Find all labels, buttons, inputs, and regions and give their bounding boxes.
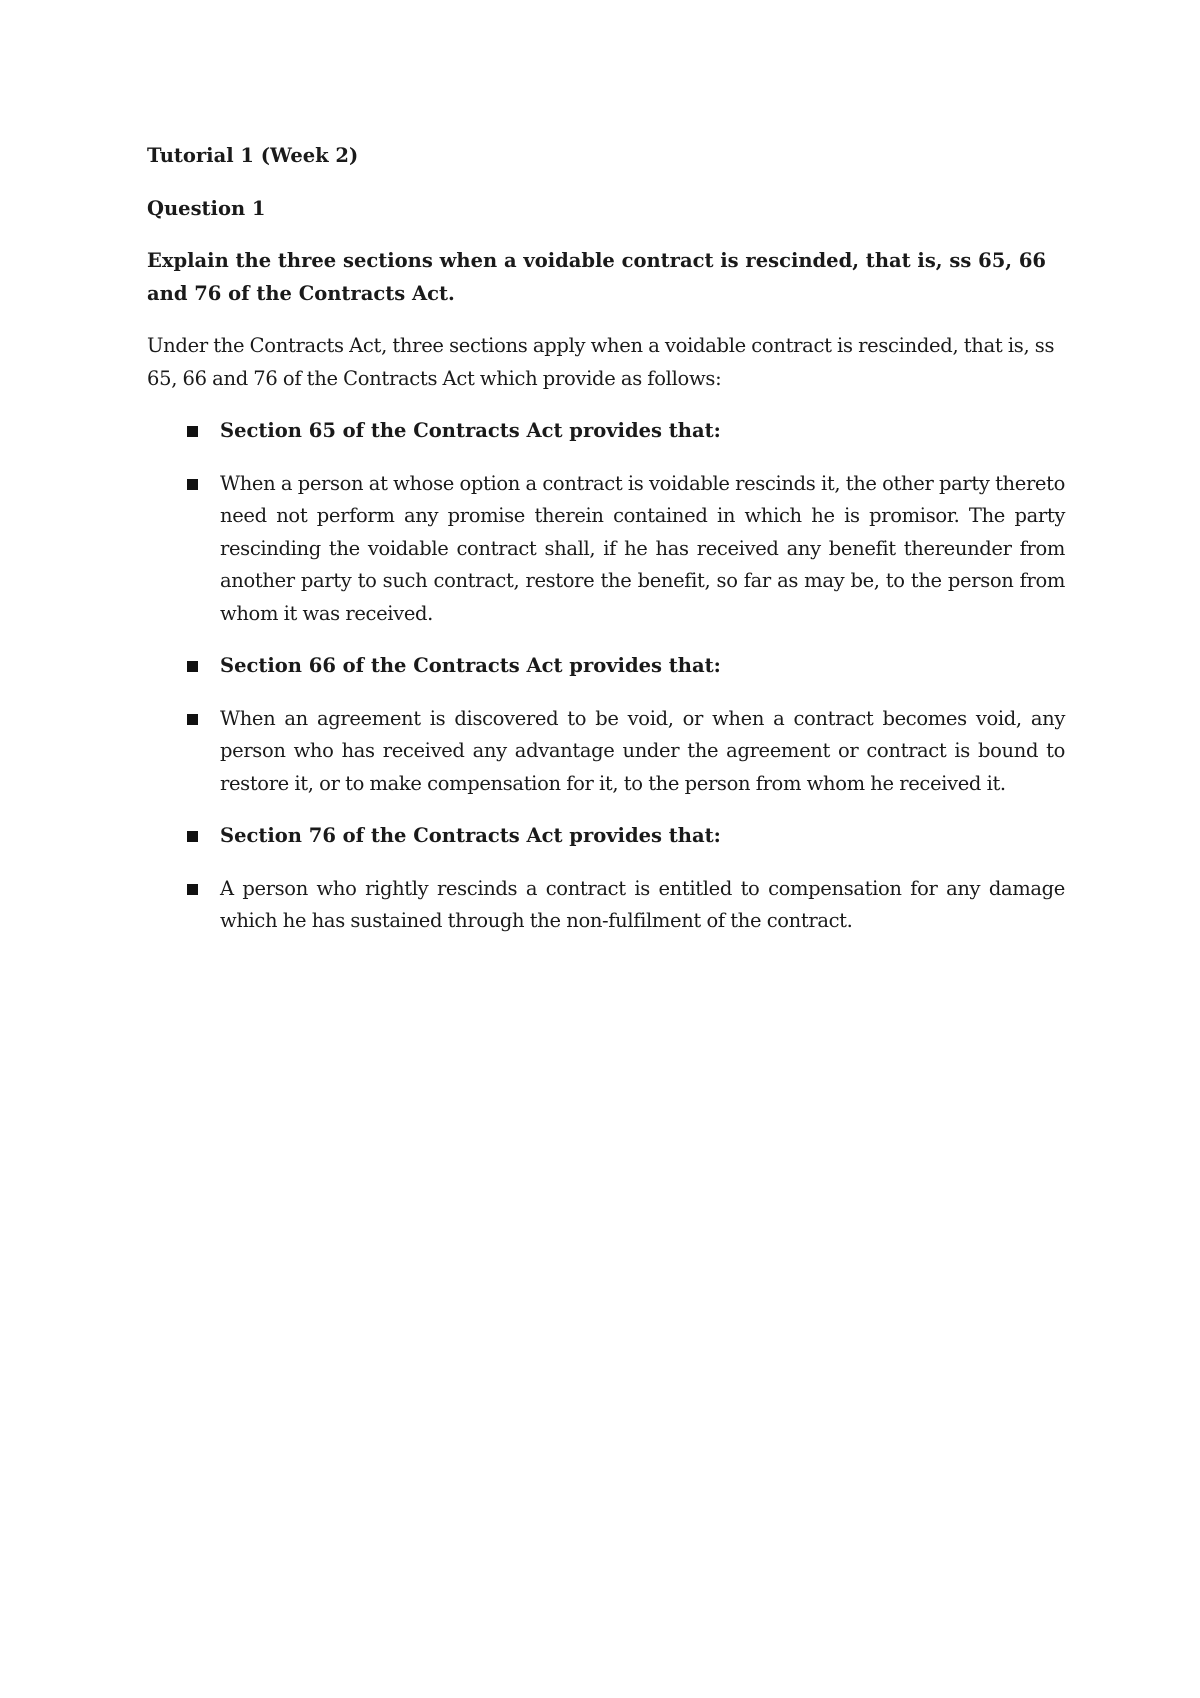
intro-paragraph: Under the Contracts Act, three sections apply when a voidable contract is rescinded, that is, ss 65, 66 and 76 of the Contracts Act which provide as follows:	[147, 334, 1055, 390]
sections-list	[147, 415, 1065, 938]
section-65-heading: Section 65 of the Contracts Act provides that:	[220, 419, 721, 442]
square-bullet-icon	[187, 479, 198, 490]
document-page	[147, 140, 1065, 958]
square-bullet-icon	[187, 661, 198, 672]
section-66-text: When an agreement is discovered to be void, or when a contract becomes void, any person who has received any advantage under the agreement or contract is bound to restore it, or to make compensation for it, to the person from whom he received it.	[220, 706, 1065, 795]
square-bullet-icon	[187, 831, 198, 842]
list-item	[147, 415, 1065, 448]
list-item	[147, 650, 1065, 683]
section-66-heading: Section 66 of the Contracts Act provides that:	[220, 654, 721, 677]
list-item	[147, 468, 1065, 631]
list-item	[147, 703, 1065, 801]
list-item	[147, 873, 1065, 938]
question-prompt: Explain the three sections when a voidable contract is rescinded, that is, ss 65, 66 and 76 of the Contracts Act.	[147, 249, 1046, 305]
square-bullet-icon	[187, 714, 198, 725]
section-76-heading: Section 76 of the Contracts Act provides that:	[220, 824, 721, 847]
section-76-text: A person who rightly rescinds a contract is entitled to compensation for any damage which he has sustained through the non-fulfilment of the contract.	[220, 876, 1065, 932]
square-bullet-icon	[187, 426, 198, 437]
document-title: Tutorial 1 (Week 2)	[147, 144, 359, 167]
list-item	[147, 820, 1065, 853]
square-bullet-icon	[187, 884, 198, 895]
section-65-text: When a person at whose option a contract is voidable rescinds it, the other party thereto need not perform any promise therein contained in which he is promisor. The party rescinding the voidable contract shall, if he has received any benefit thereunder from another party to such contract, restore the benefit, so far as may be, to the person from whom it was received.	[220, 471, 1065, 625]
question-label: Question 1	[147, 196, 266, 220]
